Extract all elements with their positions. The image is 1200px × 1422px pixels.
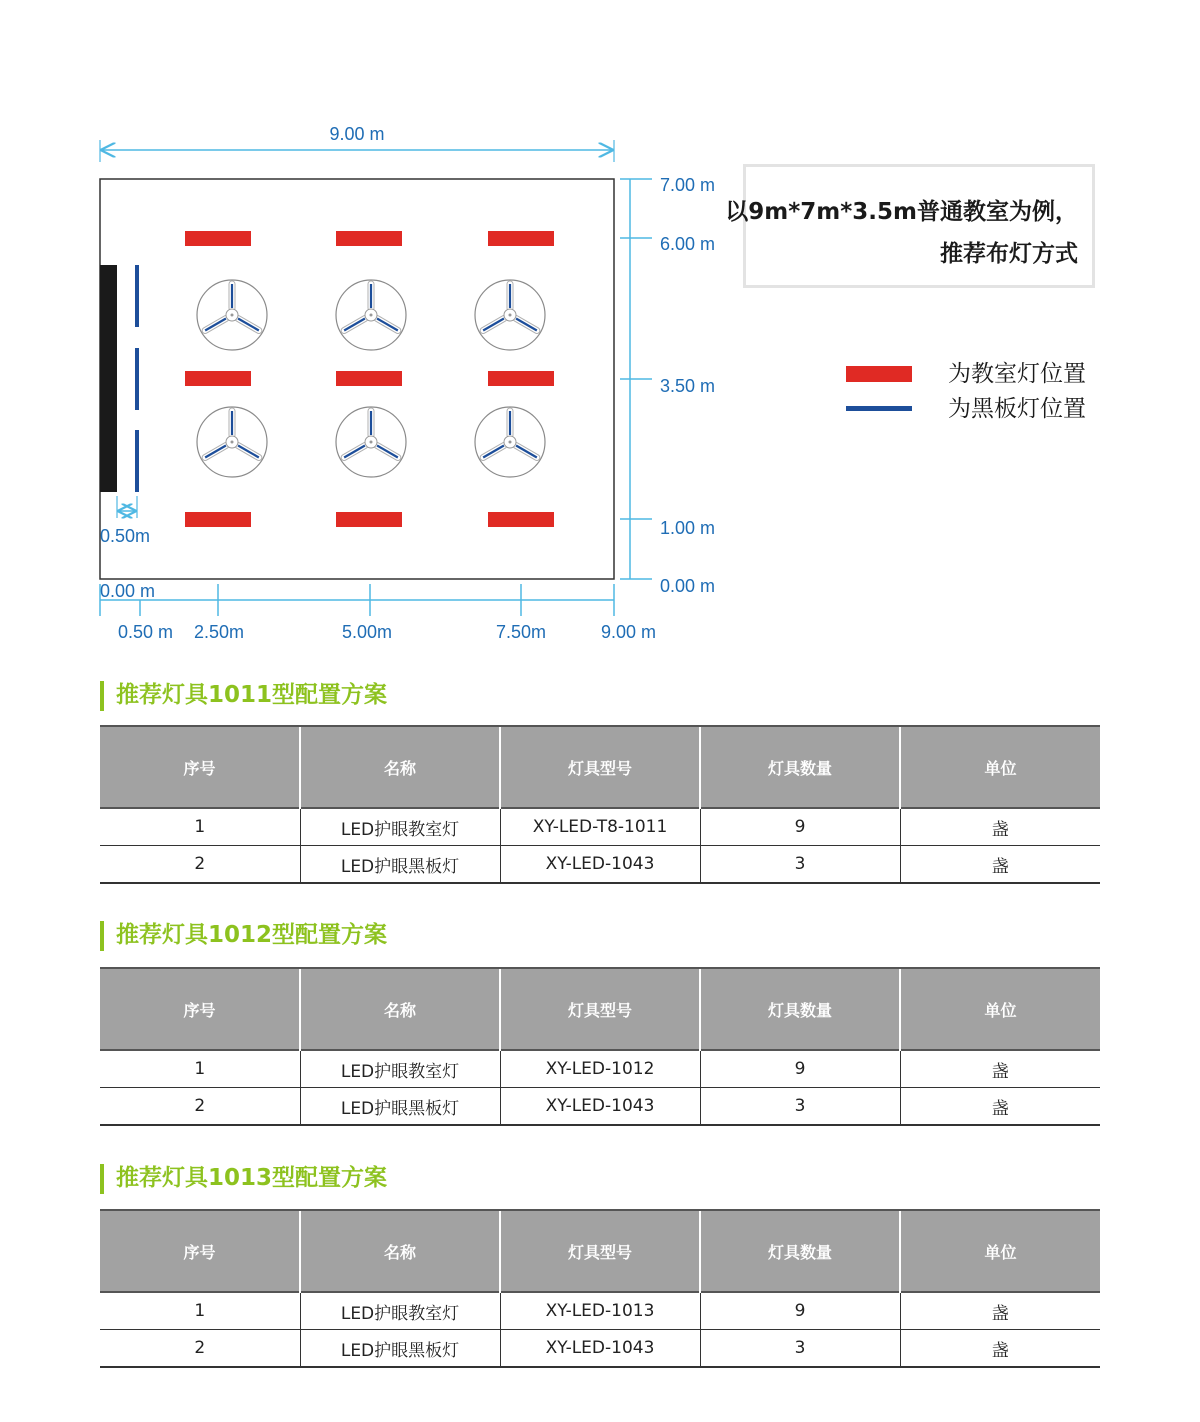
section-title-1013: 推荐灯具1013型配置方案 xyxy=(100,1164,387,1194)
cell-index: 2 xyxy=(100,846,300,884)
col-header-unit: 单位 xyxy=(900,1210,1100,1292)
table-row xyxy=(100,1330,1100,1368)
col-header-model: 灯具型号 xyxy=(500,968,700,1050)
table-row xyxy=(100,1050,1100,1088)
legend-classroom-label: 为教室灯位置 xyxy=(948,361,1086,387)
cell-model: XY-LED-1043 xyxy=(500,846,700,884)
table-row xyxy=(100,846,1100,884)
ceiling-fan-2-2 xyxy=(336,407,406,477)
classroom-light-3-3 xyxy=(488,512,554,527)
cell-model: XY-LED-1043 xyxy=(500,1330,700,1368)
col-header-name: 名称 xyxy=(300,968,500,1050)
cell-index: 1 xyxy=(100,808,300,846)
classroom-light-1-3 xyxy=(488,231,554,246)
legend-classroom-light xyxy=(846,359,1146,389)
right-label-1: 1.00 m xyxy=(660,518,716,538)
col-header-model: 灯具型号 xyxy=(500,726,700,808)
classroom-floor-plan xyxy=(0,0,1200,660)
config-table-1011 xyxy=(100,725,1100,884)
cell-unit: 盏 xyxy=(900,846,1100,884)
table-header-row xyxy=(100,726,1100,808)
blackboard-light-3 xyxy=(135,430,139,492)
bottom-label-0-5: 0.50 m xyxy=(118,622,174,642)
classroom-light-1-1 xyxy=(185,231,251,246)
ceiling-fan-1-2 xyxy=(336,280,406,350)
classroom-light-2-3 xyxy=(488,371,554,386)
cell-index: 1 xyxy=(100,1050,300,1088)
cell-quantity: 3 xyxy=(700,1330,900,1368)
classroom-light-1-2 xyxy=(336,231,402,246)
cell-model: XY-LED-1043 xyxy=(500,1088,700,1126)
legend-blackboard-label: 为黑板灯位置 xyxy=(948,396,1086,422)
legend-classroom-swatch xyxy=(846,366,912,382)
cell-name: LED护眼教室灯 xyxy=(300,1292,500,1330)
bottom-label-2-5: 2.50m xyxy=(194,622,245,642)
cell-quantity: 9 xyxy=(700,808,900,846)
bottom-label-7-5: 7.50m xyxy=(496,622,547,642)
classroom-light-3-1 xyxy=(185,512,251,527)
blackboard-lights xyxy=(135,265,139,492)
blackboard-light-1 xyxy=(135,265,139,327)
table-row xyxy=(100,1088,1100,1126)
cell-unit: 盏 xyxy=(900,1330,1100,1368)
col-header-index: 序号 xyxy=(100,968,300,1050)
left-offset-label: 0.50m xyxy=(100,526,151,546)
ceiling-fan-1-3 xyxy=(475,280,545,350)
cell-name: LED护眼黑板灯 xyxy=(300,1088,500,1126)
cell-name: LED护眼黑板灯 xyxy=(300,1330,500,1368)
classroom-light-3-2 xyxy=(336,512,402,527)
top-width-label: 9.00 m xyxy=(329,124,385,144)
cell-index: 2 xyxy=(100,1088,300,1126)
origin-label: 0.00 m xyxy=(100,581,156,601)
ceiling-fan-2-1 xyxy=(197,407,267,477)
col-header-name: 名称 xyxy=(300,1210,500,1292)
note-line-2: 推荐布灯方式 xyxy=(940,241,1078,267)
cell-quantity: 3 xyxy=(700,846,900,884)
config-table-1012 xyxy=(100,967,1100,1126)
config-table-1013 xyxy=(100,1209,1100,1368)
cell-unit: 盏 xyxy=(900,808,1100,846)
legend-blackboard-light xyxy=(846,394,1146,424)
cell-index: 1 xyxy=(100,1292,300,1330)
classroom-light-2-2 xyxy=(336,371,402,386)
col-header-unit: 单位 xyxy=(900,726,1100,808)
cell-quantity: 3 xyxy=(700,1088,900,1126)
right-label-7: 7.00 m xyxy=(660,175,716,195)
col-header-model: 灯具型号 xyxy=(500,1210,700,1292)
col-header-index: 序号 xyxy=(100,726,300,808)
table-header-row xyxy=(100,1210,1100,1292)
col-header-quantity: 灯具数量 xyxy=(700,1210,900,1292)
cell-index: 2 xyxy=(100,1330,300,1368)
col-header-name: 名称 xyxy=(300,726,500,808)
right-label-0: 0.00 m xyxy=(660,576,716,596)
cell-name: LED护眼教室灯 xyxy=(300,1050,500,1088)
layout-note xyxy=(725,164,1095,288)
col-header-quantity: 灯具数量 xyxy=(700,968,900,1050)
right-label-3-5: 3.50 m xyxy=(660,376,716,396)
table-header-row xyxy=(100,968,1100,1050)
section-title-1012: 推荐灯具1012型配置方案 xyxy=(100,921,387,951)
table-row xyxy=(100,808,1100,846)
bottom-label-9: 9.00 m xyxy=(601,622,657,642)
blackboard xyxy=(100,265,117,492)
legend-blackboard-swatch xyxy=(846,406,912,411)
cell-unit: 盏 xyxy=(900,1292,1100,1330)
cell-quantity: 9 xyxy=(700,1292,900,1330)
blackboard-light-2 xyxy=(135,348,139,410)
right-label-6: 6.00 m xyxy=(660,234,716,254)
cell-model: XY-LED-T8-1011 xyxy=(500,808,700,846)
section-title-1011: 推荐灯具1011型配置方案 xyxy=(100,681,387,711)
classroom-light-2-1 xyxy=(185,371,251,386)
col-header-index: 序号 xyxy=(100,1210,300,1292)
cell-unit: 盏 xyxy=(900,1088,1100,1126)
cell-quantity: 9 xyxy=(700,1050,900,1088)
note-line-1: 以9m*7m*3.5m普通教室为例， xyxy=(725,199,1078,225)
cell-model: XY-LED-1012 xyxy=(500,1050,700,1088)
right-dim-ticks xyxy=(620,179,652,579)
cell-name: LED护眼黑板灯 xyxy=(300,846,500,884)
cell-model: XY-LED-1013 xyxy=(500,1292,700,1330)
col-header-quantity: 灯具数量 xyxy=(700,726,900,808)
cell-unit: 盏 xyxy=(900,1050,1100,1088)
ceiling-fan-2-3 xyxy=(475,407,545,477)
cell-name: LED护眼教室灯 xyxy=(300,808,500,846)
ceiling-fan-1-1 xyxy=(197,280,267,350)
col-header-unit: 单位 xyxy=(900,968,1100,1050)
table-row xyxy=(100,1292,1100,1330)
bottom-label-5: 5.00m xyxy=(342,622,393,642)
